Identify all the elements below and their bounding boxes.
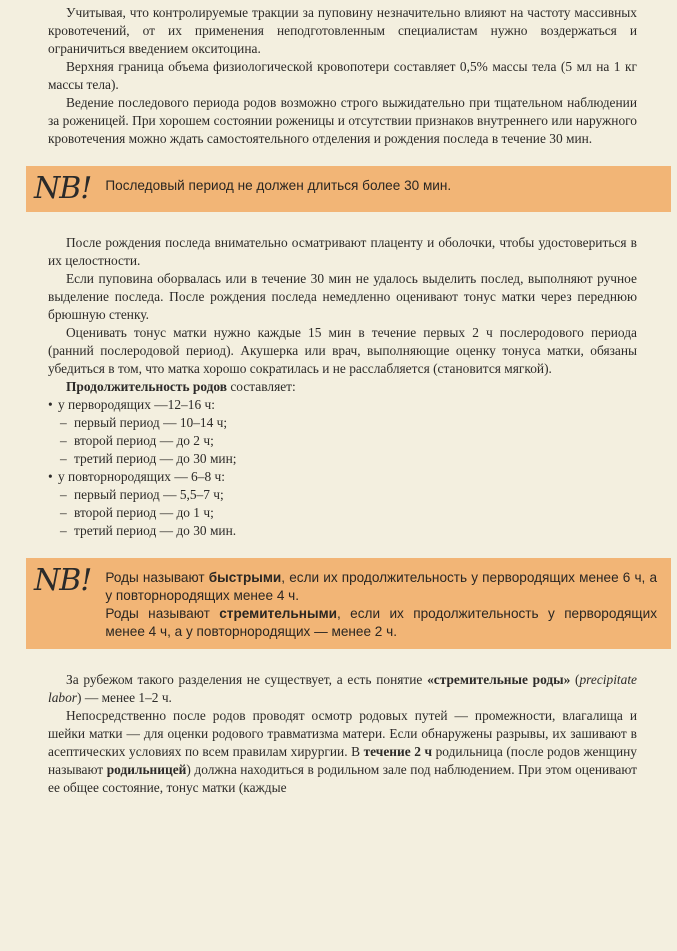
duration-heading — [48, 378, 637, 396]
list-item: – третий период — до 30 мин; — [60, 451, 237, 466]
nb-fast-labor: Роды называют быстрыми, если их продолжительность у первородящих менее 6 ч, а у повторнородящих менее 4 ч. — [105, 570, 658, 603]
duration-heading-bold: Продолжительность родов — [66, 379, 228, 394]
nb-callout-labor-speed — [26, 558, 671, 649]
list-item: – первый период — 10–14 ч; — [60, 415, 228, 430]
paragraph-abroad: За рубежом такого разделения не существует, а есть понятие «стремительные роды» (precipitate labor) — менее 1–2 ч. — [48, 672, 637, 705]
list-item: – второй период — до 2 ч; — [60, 433, 214, 448]
nb-mark: NB! — [34, 171, 92, 206]
paragraph-postpartum-inspection: Непосредственно после родов проводят осмотр родовых путей — промежности, влагалища и шейки матки — для оценки родового травматизма матери. Если обнаружены разрывы, их зашивают в асептических условиях по всем правилам хирургии. В течение 2 ч родильница (после родов женщину называют родильницей) должна находиться в родильном зале под наблюдением. При этом оценивают ее общее состояние, тонус матки (каждые — [48, 708, 638, 795]
paragraph-traction: Учитывая, что контролируемые тракции за пуповину незначительно влияют на частоту массивных кровотечений, от их применения неподготовленным специалистам нужно воздержаться и ограничиться введением окситоцина. — [48, 5, 637, 56]
paragraph-uterine-tone: Оценивать тонус матки нужно каждые 15 мин в течение первых 2 ч послеродового периода (ранний послеродовой период). Акушерка или врач, выполняющие оценку тонуса матки, обязаны убедиться в том, что матка хорошо сократилась и не расслабляется (становится мягкой). — [48, 325, 637, 376]
duration-list — [48, 396, 637, 540]
list-item: • у повторнородящих — 6–8 ч: — [48, 469, 225, 484]
paragraph-placenta-inspection: После рождения последа внимательно осматривают плаценту и оболочки, чтобы удостовериться в их целостности. — [48, 235, 637, 268]
nb-mark: NB! — [34, 563, 92, 598]
list-item: – первый период — 5,5–7 ч; — [60, 487, 224, 502]
duration-heading-rest: составляет: — [227, 379, 296, 394]
nb-sentence: Последовый период не должен длиться более 30 мин. — [105, 178, 452, 193]
list-item: • у первородящих —12–16 ч: — [48, 397, 215, 412]
paragraph-blood-loss: Верхняя граница объема физиологической кровопотери составляет 0,5% массы тела (5 мл на 1 кг массы тела). — [48, 59, 637, 92]
nb-precipitate-labor: Роды называют стремительными, если их продолжительность у первородящих менее 4 ч, а у повторнородящих — менее 2 ч. — [105, 606, 657, 639]
nb-callout-placental-period — [26, 166, 671, 212]
list-item: – третий период — до 30 мин. — [60, 523, 237, 538]
paragraph-manual-removal: Если пуповина оборвалась или в течение 30 мин не удалось выделить послед, выполняют ручное выделение последа. После рождения последа немедленно оценивают тонус матки через переднюю брюшную стенку. — [48, 271, 637, 322]
nb-text — [105, 174, 657, 195]
list-item: – второй период — до 1 ч; — [60, 505, 214, 520]
nb-text — [105, 566, 657, 641]
paragraph-expectant-management: Ведение последового периода родов возможно строго выжидательно при тщательном наблюдении за роженицей. При хорошем состоянии роженицы и отсутствии признаков внутреннего или наружного кровотечения можно ждать самостоятельного отделения и рождения последа в течение 30 мин. — [48, 95, 637, 146]
